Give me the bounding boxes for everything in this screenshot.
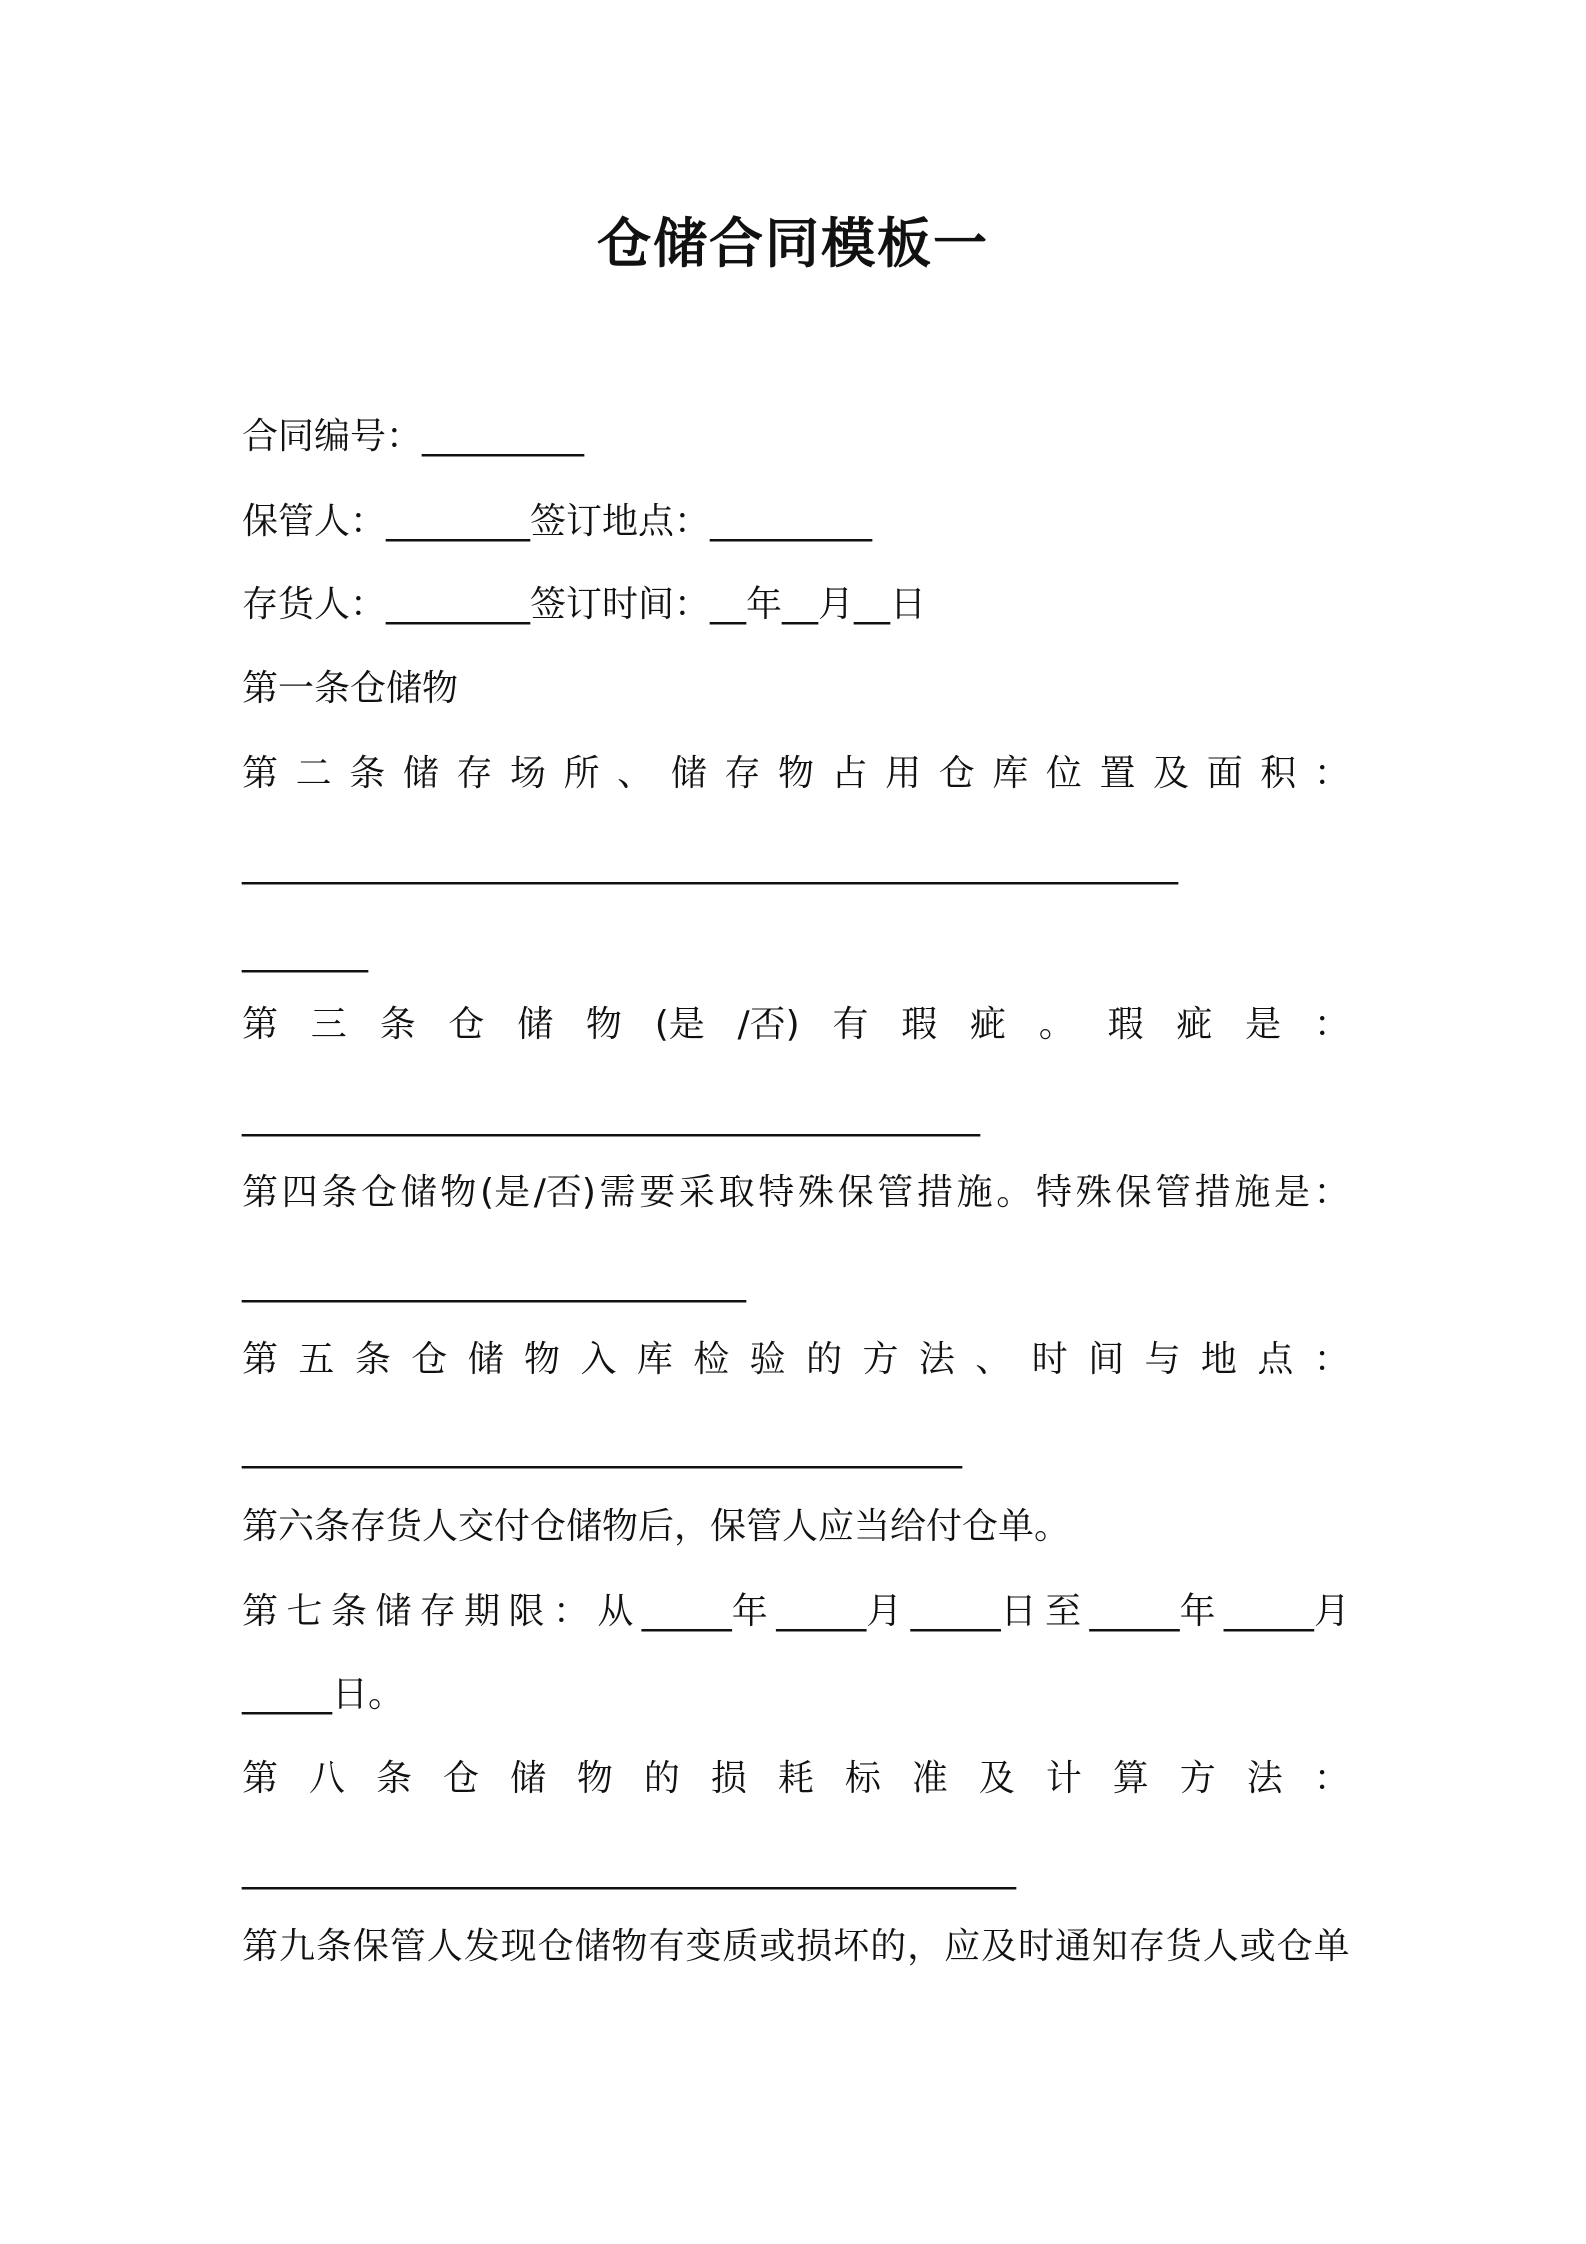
justified-char: 第	[242, 1172, 279, 1213]
justified-char: 措	[916, 1172, 953, 1213]
justified-char: 要	[639, 1172, 676, 1213]
justified-char: 条	[349, 753, 386, 794]
justified-char: 储	[400, 1172, 437, 1213]
justified-char: 保	[837, 1172, 874, 1213]
justified-char: 殊	[1075, 1172, 1112, 1213]
justified-char: 人	[1202, 1926, 1239, 1967]
justified-char: 是	[1245, 1004, 1282, 1045]
justified-char: 第	[242, 753, 279, 794]
justified-char: 条	[375, 1758, 412, 1799]
justified-token: _____日	[910, 1591, 1037, 1632]
article-2-blank-1: ____________________________________________________	[242, 844, 1178, 885]
article-8	[242, 1754, 1350, 1804]
justified-char: ，	[907, 1926, 944, 1967]
justified-char: 与	[1144, 1339, 1181, 1380]
justified-char: 有	[832, 1004, 869, 1045]
justified-char: 八	[308, 1758, 345, 1799]
justified-char: 二	[295, 753, 332, 794]
article-5-blank: ________________________________________	[242, 1428, 962, 1469]
justified-token: 第	[242, 1591, 279, 1632]
justified-char: 点	[1257, 1339, 1294, 1380]
justified-char: 储	[509, 1758, 546, 1799]
justified-char: 有	[648, 1926, 685, 1967]
depositor-line: 存货人：________签订时间：__年__月__日	[242, 584, 927, 625]
justified-char: 货	[1165, 1926, 1202, 1967]
justified-char: 保	[1115, 1172, 1152, 1213]
justified-token: _____月	[1223, 1591, 1350, 1632]
justified-char: 的	[870, 1926, 907, 1967]
justified-char: 取	[718, 1172, 755, 1213]
justified-char: 占	[831, 753, 868, 794]
justified-char: /否)	[533, 1172, 596, 1213]
justified-char: 采	[678, 1172, 715, 1213]
article-2	[242, 749, 1350, 799]
article-7-line-1	[242, 1587, 1350, 1637]
justified-char: 物	[585, 1004, 622, 1045]
justified-char: 标	[844, 1758, 881, 1799]
justified-char: 仓	[442, 1758, 479, 1799]
justified-char: 第	[242, 1339, 279, 1380]
article-7-line-2: _____日。	[242, 1674, 405, 1715]
article-4	[242, 1168, 1350, 1218]
justified-char: ：	[1313, 1172, 1350, 1213]
justified-token: ：	[552, 1591, 589, 1632]
justified-char: 管	[1154, 1172, 1191, 1213]
document-title: 仓储合同模板一	[597, 212, 989, 275]
justified-token: 从	[597, 1591, 634, 1632]
justified-char: 应	[944, 1926, 981, 1967]
justified-char: 法	[1246, 1758, 1283, 1799]
justified-char: 条	[315, 1926, 352, 1967]
justified-char: 存	[456, 753, 493, 794]
contract-number-line: 合同编号：_________	[242, 416, 585, 457]
justified-token: _____年	[641, 1591, 768, 1632]
justified-char: 位	[1045, 753, 1082, 794]
justified-char: 变	[685, 1926, 722, 1967]
justified-char: 、	[975, 1339, 1012, 1380]
justified-char: 法	[918, 1339, 955, 1380]
justified-char: 损	[796, 1926, 833, 1967]
justified-char: 面	[1206, 753, 1243, 794]
justified-char: 。	[996, 1172, 1033, 1213]
justified-char: 所	[563, 753, 600, 794]
justified-char: 储	[670, 753, 707, 794]
justified-char: 的	[643, 1758, 680, 1799]
justified-char: 物	[777, 753, 814, 794]
justified-char: 储	[402, 753, 439, 794]
justified-token: 七	[286, 1591, 323, 1632]
justified-char: /否)	[737, 1004, 800, 1045]
justified-char: 的	[806, 1339, 843, 1380]
justified-char: 第	[242, 1758, 279, 1799]
justified-char: 时	[1031, 1339, 1068, 1380]
justified-char: (是	[654, 1004, 705, 1045]
justified-char: 物	[440, 1172, 477, 1213]
justified-char: 条	[321, 1172, 358, 1213]
justified-char: 、	[617, 753, 654, 794]
justified-char: 或	[1239, 1926, 1276, 1967]
justified-char: 特	[1035, 1172, 1072, 1213]
justified-char: 或	[759, 1926, 796, 1967]
justified-token: _____月	[776, 1591, 903, 1632]
justified-char: 第	[242, 1004, 279, 1045]
justified-char: 通	[1054, 1926, 1091, 1967]
justified-token: 期	[464, 1591, 501, 1632]
article-4-blank: ____________________________	[242, 1262, 746, 1303]
justified-char: 四	[281, 1172, 318, 1213]
justified-char: 疵	[1176, 1004, 1213, 1045]
article-1: 第一条仓储物	[242, 668, 459, 709]
justified-char: 管	[389, 1926, 426, 1967]
justified-char: 间	[1088, 1339, 1125, 1380]
article-8-blank: ___________________________________________	[242, 1849, 1016, 1890]
justified-char: 验	[749, 1339, 786, 1380]
justified-char: 保	[352, 1926, 389, 1967]
justified-char: 第	[242, 1926, 279, 1967]
justified-char: 单	[1313, 1926, 1350, 1967]
justified-char: 仓	[448, 1004, 485, 1045]
justified-token: 限	[508, 1591, 545, 1632]
justified-char: 用	[885, 753, 922, 794]
justified-char: 方	[862, 1339, 899, 1380]
justified-char: 储	[467, 1339, 504, 1380]
justified-token: 存	[419, 1591, 456, 1632]
article-2-blank-2: _______	[242, 932, 368, 973]
justified-char: 及	[981, 1926, 1018, 1967]
justified-char: 存	[724, 753, 761, 794]
justified-char: 仓	[411, 1339, 448, 1380]
justified-char: 损	[710, 1758, 747, 1799]
justified-char: 殊	[797, 1172, 834, 1213]
justified-char: 物	[524, 1339, 561, 1380]
justified-char: 是	[1274, 1172, 1311, 1213]
justified-char: 瑕	[901, 1004, 938, 1045]
justified-char: 特	[758, 1172, 795, 1213]
justified-char: 准	[911, 1758, 948, 1799]
justified-char: 库	[992, 753, 1029, 794]
justified-char: 库	[636, 1339, 673, 1380]
justified-char: 及	[978, 1758, 1015, 1799]
justified-char: 。	[1038, 1004, 1075, 1045]
justified-char: 算	[1112, 1758, 1149, 1799]
justified-char: (是	[480, 1172, 531, 1213]
justified-char: ：	[1313, 753, 1350, 794]
justified-char: 三	[310, 1004, 347, 1045]
justified-char: 需	[599, 1172, 636, 1213]
justified-char: 储	[517, 1004, 554, 1045]
justified-char: 场	[509, 753, 546, 794]
article-3	[242, 1000, 1350, 1050]
justified-char: 发	[463, 1926, 500, 1967]
justified-char: 储	[574, 1926, 611, 1967]
justified-char: 措	[1194, 1172, 1231, 1213]
article-5	[242, 1335, 1350, 1385]
justified-char: 人	[426, 1926, 463, 1967]
justified-char: 地	[1200, 1339, 1237, 1380]
justified-char: 入	[580, 1339, 617, 1380]
justified-char: 仓	[938, 753, 975, 794]
justified-char: 五	[298, 1339, 335, 1380]
justified-char: 耗	[777, 1758, 814, 1799]
justified-char: 时	[1018, 1926, 1055, 1967]
article-9	[242, 1922, 1350, 1972]
justified-char: 现	[500, 1926, 537, 1967]
justified-token: 至	[1045, 1591, 1082, 1632]
justified-char: 物	[576, 1758, 613, 1799]
justified-char: 存	[1128, 1926, 1165, 1967]
justified-char: ：	[1313, 1758, 1350, 1799]
justified-char: 积	[1260, 753, 1297, 794]
justified-char: 计	[1045, 1758, 1082, 1799]
justified-char: 条	[379, 1004, 416, 1045]
article-3-blank: _________________________________________	[242, 1096, 980, 1137]
justified-char: 瑕	[1107, 1004, 1144, 1045]
justified-char: 物	[611, 1926, 648, 1967]
justified-char: 坏	[833, 1926, 870, 1967]
justified-char: 管	[877, 1172, 914, 1213]
justified-char: 置	[1099, 753, 1136, 794]
keeper-line: 保管人：________签订地点：_________	[242, 501, 873, 542]
article-6: 第六条存货人交付仓储物后，保管人应当给付仓单。	[242, 1506, 1071, 1547]
justified-char: 九	[278, 1926, 315, 1967]
justified-char: ：	[1313, 1339, 1350, 1380]
justified-char: ：	[1313, 1004, 1350, 1045]
justified-char: 仓	[537, 1926, 574, 1967]
justified-char: 及	[1153, 753, 1190, 794]
justified-token: _____年	[1089, 1591, 1216, 1632]
justified-char: 条	[354, 1339, 391, 1380]
justified-char: 检	[693, 1339, 730, 1380]
justified-char: 施	[956, 1172, 993, 1213]
justified-char: 知	[1091, 1926, 1128, 1967]
justified-char: 仓	[1276, 1926, 1313, 1967]
justified-token: 条	[330, 1591, 367, 1632]
justified-char: 施	[1234, 1172, 1271, 1213]
justified-char: 质	[722, 1926, 759, 1967]
justified-char: 方	[1179, 1758, 1216, 1799]
justified-char: 疵	[970, 1004, 1007, 1045]
justified-char: 仓	[361, 1172, 398, 1213]
justified-token: 储	[375, 1591, 412, 1632]
